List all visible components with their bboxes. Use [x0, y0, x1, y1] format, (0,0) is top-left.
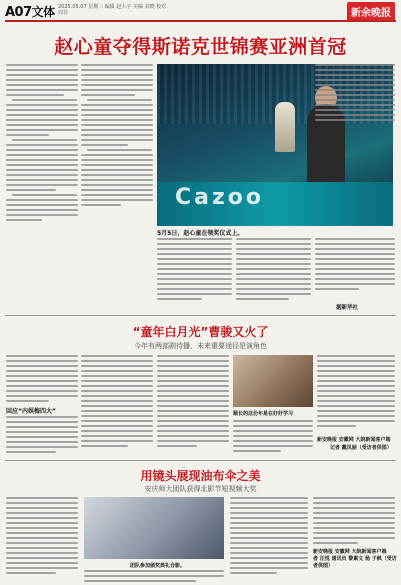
lead-body-col-3 — [157, 238, 232, 303]
story-two-col-1 — [6, 355, 78, 405]
lead-photo-caption: 5月5日，赵心童在领奖仪式上。 — [157, 230, 244, 237]
section-name: 文体 — [31, 5, 55, 19]
story-three-credit-b: 者 汪悦 通讯员 黎素文 杨 子枫（受访者供图） — [313, 556, 397, 569]
story-two-col-3 — [157, 355, 229, 450]
story-two-col-1b — [6, 416, 78, 456]
story-three-photo — [84, 497, 224, 559]
story-three-subhead: 安庆师大团队获得北影节短视频大奖 — [144, 485, 257, 493]
lead-headline: 赵心童夺得斯诺克世锦赛亚洲首冠 — [54, 36, 347, 58]
story-two-subhead: 今年有两部剧待播，未来重要途径是演角色 — [134, 342, 267, 350]
story-three-col-3 — [230, 497, 308, 577]
lead-body-col-2 — [81, 64, 153, 209]
masthead-rule — [5, 20, 396, 22]
story-two-photo-caption: 顺长的这份年是在好好学习 — [233, 411, 294, 417]
story-three-headline: 用镜头展现油布伞之美 — [140, 469, 261, 483]
story-two-photo — [233, 355, 313, 407]
story-three-col-2 — [84, 570, 224, 585]
newspaper-logo: 新余晚报 — [347, 2, 395, 21]
story-three-photo-caption: 团队参加颁奖典礼合影。 — [130, 563, 186, 569]
lead-body-col-5 — [315, 64, 395, 124]
sponsor-text: Cazoo — [175, 185, 265, 210]
story-three-col-4 — [313, 497, 395, 547]
story-two-headline: “童年白月光”曹骏又火了 — [132, 325, 269, 339]
story-two-credit-b: 记者 戴凤丽（受访者供图） — [330, 445, 392, 451]
story-three-col-1 — [6, 497, 78, 577]
story-two-col-5 — [317, 355, 395, 430]
edition-meta: 2025.05.07 星期三 编辑 赵大宇 美编 刘晓 校对 周菲 — [58, 4, 167, 16]
section-divider-2 — [5, 460, 396, 461]
story-three-credit-a: 新安晚报 安徽网 大皖新闻客户端 — [313, 549, 387, 555]
section-divider — [5, 315, 396, 316]
story-two-inset-heading: 回应“内娱梅四大” — [6, 408, 56, 415]
page-number-text: A07 — [5, 5, 32, 20]
trophy-icon — [275, 102, 295, 152]
story-two-col-4 — [233, 420, 313, 455]
story-two-credit-a: 新安晚报 安徽网 大皖新闻客户端 — [317, 437, 391, 443]
lead-body-col-1 — [6, 64, 78, 224]
story-two-col-2 — [81, 355, 153, 450]
lead-body-col-4 — [236, 238, 311, 303]
page-number — [5, 3, 55, 20]
lead-source: 据新华社 — [336, 305, 359, 311]
lead-body-col-6 — [315, 238, 395, 293]
